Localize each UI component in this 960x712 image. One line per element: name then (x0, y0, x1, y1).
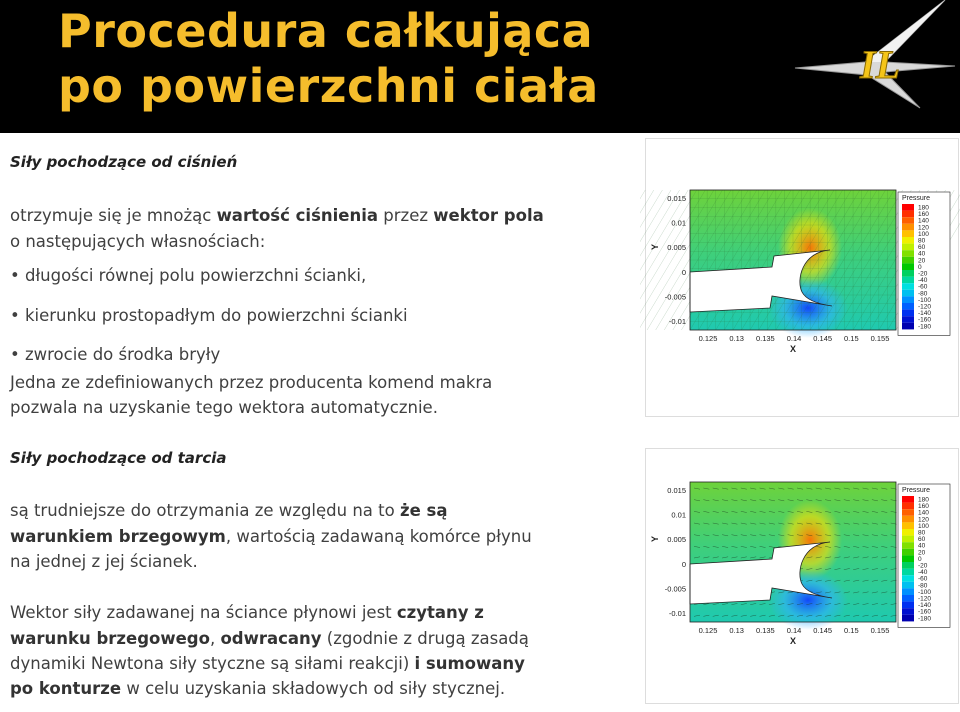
x-tick-label: 0.135 (755, 334, 775, 343)
y-tick-label: 0.005 (667, 535, 686, 545)
legend-swatch (902, 555, 914, 562)
section2-p2-line2 (10, 626, 529, 651)
x-axis-label: X (789, 344, 797, 354)
section2-heading: Siły pochodzące od tarcia (10, 449, 227, 467)
legend-swatch (902, 270, 914, 277)
legend-value: 20 (918, 257, 926, 265)
legend-value: -100 (918, 296, 932, 304)
x-tick-label: 0.14 (786, 334, 802, 343)
x-axis-label: X (789, 636, 797, 646)
x-tick-label: 0.15 (844, 334, 859, 343)
legend-swatch (902, 250, 914, 257)
il-logo (785, 0, 960, 115)
title-line-1: Procedura całkująca (58, 4, 594, 58)
legend-value: -120 (918, 595, 932, 603)
legend-swatch (902, 217, 914, 224)
p2-text-a: Wektor siły zadawanej na ściance płynowi jest (10, 603, 397, 622)
legend-swatch (902, 575, 914, 582)
p2-bold-b: czytany z (396, 603, 484, 622)
legend-title: Pressure (902, 487, 931, 494)
legend-swatch (902, 562, 914, 569)
p2-text-j: w celu uzyskania składowych od siły stycznej. (121, 679, 506, 698)
bullet-text: długości równej polu powierzchni ścianki, (24, 266, 367, 285)
y-tick-label: 0.01 (671, 218, 686, 228)
legend-swatch (902, 316, 914, 323)
legend-swatch (902, 244, 914, 251)
slide-body (0, 133, 960, 702)
x-tick-label: 0.155 (870, 334, 890, 343)
legend-swatch (902, 230, 914, 237)
legend-swatch (902, 615, 914, 622)
y-axis-label: Y (650, 243, 660, 250)
logo-text: IL (860, 42, 900, 87)
x-tick-label: 0.13 (729, 334, 744, 343)
legend-swatch (902, 582, 914, 589)
y-tick-label: 0.015 (667, 194, 686, 203)
legend-swatch (902, 310, 914, 317)
legend-swatch (902, 296, 914, 303)
x-tick-label: 0.15 (844, 626, 859, 635)
legend-value: 20 (918, 549, 926, 557)
legend-value: 0 (918, 555, 922, 563)
legend-swatch (902, 602, 914, 609)
bullet-text: kierunku prostopadłym do powierzchni ścianki (24, 306, 408, 325)
legend-title: Pressure (902, 195, 931, 202)
section2-p2-line3 (10, 651, 525, 676)
p2-bold-h: i sumowany (414, 654, 525, 673)
x-tick-label: 0.155 (870, 626, 890, 635)
legend-value: -180 (918, 323, 932, 331)
x-tick-label: 0.14 (786, 626, 802, 635)
x-tick-label: 0.145 (813, 334, 833, 343)
legend-swatch (902, 542, 914, 549)
section2-p1-line1 (10, 498, 447, 523)
p2-text-d: , (209, 629, 221, 648)
y-tick-label: -0.005 (664, 292, 686, 302)
legend-swatch (902, 509, 914, 516)
bullet-text: zwrocie do środka bryły (24, 345, 221, 364)
p1-text-a: są trudniejsze do otrzymania ze względu na to (10, 501, 400, 520)
section2-p2-line1 (10, 600, 484, 625)
p2-bold-c: warunku brzegowego (10, 629, 210, 648)
legend-value: -20 (918, 270, 928, 278)
legend-value: 40 (918, 250, 926, 258)
x-tick-label: 0.13 (729, 626, 744, 635)
legend-value: 80 (918, 237, 926, 245)
x-tick-label: 0.125 (698, 626, 718, 635)
title-bar (0, 0, 960, 133)
section1-intro-line2: o następujących własnościach: (10, 232, 266, 251)
legend-swatch (902, 516, 914, 523)
legend-value: 160 (918, 211, 929, 219)
legend-value: -80 (918, 582, 928, 590)
slide-title (58, 4, 599, 114)
legend-swatch (902, 608, 914, 615)
legend-value: 60 (918, 244, 926, 252)
intro-text-c: przez (378, 206, 434, 225)
legend-value: 180 (918, 496, 929, 504)
legend-swatch (902, 529, 914, 536)
y-tick-label: 0 (681, 559, 686, 569)
legend-swatch (902, 204, 914, 211)
bullet-item: • długości równej polu powierzchni ścianki, (10, 266, 367, 285)
legend-swatch (902, 595, 914, 602)
y-axis-label: Y (650, 535, 660, 542)
legend-value: 120 (918, 516, 929, 524)
intro-field-vector: wektor pola (433, 206, 544, 225)
legend-swatch (902, 211, 914, 218)
title-line-2: po powierzchni ciała (58, 59, 599, 113)
legend-swatch (902, 303, 914, 310)
legend-value: 100 (918, 522, 929, 530)
y-tick-label: -0.01 (668, 317, 686, 326)
p1-bold-b: że są (399, 501, 448, 520)
legend-value: -140 (918, 310, 932, 318)
x-tick-label: 0.135 (755, 626, 775, 635)
p2-text-g: dynamiki Newtona siły styczne są siłami reakcji) (10, 654, 415, 673)
legend-swatch (902, 569, 914, 576)
legend-value: 140 (918, 509, 929, 517)
pressure-plot-mesh (640, 138, 960, 420)
legend-swatch (902, 283, 914, 290)
section1-intro-line1 (10, 203, 544, 228)
legend-swatch (902, 224, 914, 231)
legend-value: 40 (918, 542, 926, 550)
legend-swatch (902, 257, 914, 264)
legend-value: 140 (918, 217, 929, 225)
legend-swatch (902, 277, 914, 284)
macro-line-2: pozwala na uzyskanie tego wektora automatycznie. (10, 398, 438, 417)
legend-value: -40 (918, 569, 928, 577)
legend-swatch (902, 237, 914, 244)
p1-bold-c: warunkiem brzegowym (10, 527, 226, 546)
legend-value: 80 (918, 529, 926, 537)
section2-p1-line2 (10, 524, 532, 549)
legend-swatch (902, 536, 914, 543)
legend-value: -40 (918, 277, 928, 285)
y-tick-label: -0.01 (668, 609, 686, 618)
x-tick-label: 0.145 (813, 626, 833, 635)
section1-heading: Siły pochodzące od ciśnień (10, 153, 238, 171)
legend-value: -160 (918, 316, 932, 324)
y-tick-label: 0.01 (671, 510, 686, 520)
legend-value: -160 (918, 608, 932, 616)
legend-value: 0 (918, 263, 922, 271)
legend-value: 120 (918, 224, 929, 232)
legend-swatch (902, 549, 914, 556)
legend-swatch (902, 290, 914, 297)
legend-swatch (902, 503, 914, 510)
legend-value: 100 (918, 230, 929, 238)
legend-swatch (902, 263, 914, 270)
y-tick-label: 0.005 (667, 243, 686, 253)
y-tick-label: 0.015 (667, 486, 686, 495)
y-tick-label: 0 (681, 267, 686, 277)
legend-swatch (902, 588, 914, 595)
legend-value: 60 (918, 536, 926, 544)
legend-value: 180 (918, 204, 929, 212)
legend-value: 160 (918, 503, 929, 511)
intro-pressure: wartość ciśnienia (216, 206, 379, 225)
p1-text-d: , wartością zadawaną komórce płynu (225, 527, 532, 546)
legend-value: -60 (918, 283, 928, 291)
legend-swatch (902, 522, 914, 529)
x-tick-label: 0.125 (698, 334, 718, 343)
legend-value: -60 (918, 575, 928, 583)
section2-p1-line3: na jednej z jej ścianek. (10, 552, 198, 571)
legend-value: -20 (918, 562, 928, 570)
legend-value: -80 (918, 290, 928, 298)
p2-bold-e: odwracany (220, 629, 322, 648)
bullet-item: • zwrocie do środka bryły (10, 345, 221, 364)
legend-swatch (902, 496, 914, 503)
legend-value: -180 (918, 615, 932, 623)
pressure-plot-vectors (640, 430, 960, 712)
y-tick-label: -0.005 (664, 584, 686, 594)
intro-text-a: otrzymuje się je mnożąc (10, 206, 217, 225)
legend-value: -100 (918, 588, 932, 596)
legend-value: -120 (918, 303, 932, 311)
section2-p2-line4 (10, 676, 505, 701)
legend-swatch (902, 323, 914, 330)
macro-line-1: Jedna ze zdefiniowanych przez producenta komend makra (10, 373, 493, 392)
legend-value: -140 (918, 602, 932, 610)
p2-text-f: (zgodnie z drugą zasadą (321, 629, 529, 648)
bullet-item: • kierunku prostopadłym do powierzchni ścianki (10, 306, 408, 325)
p2-bold-i: po konturze (10, 679, 122, 698)
